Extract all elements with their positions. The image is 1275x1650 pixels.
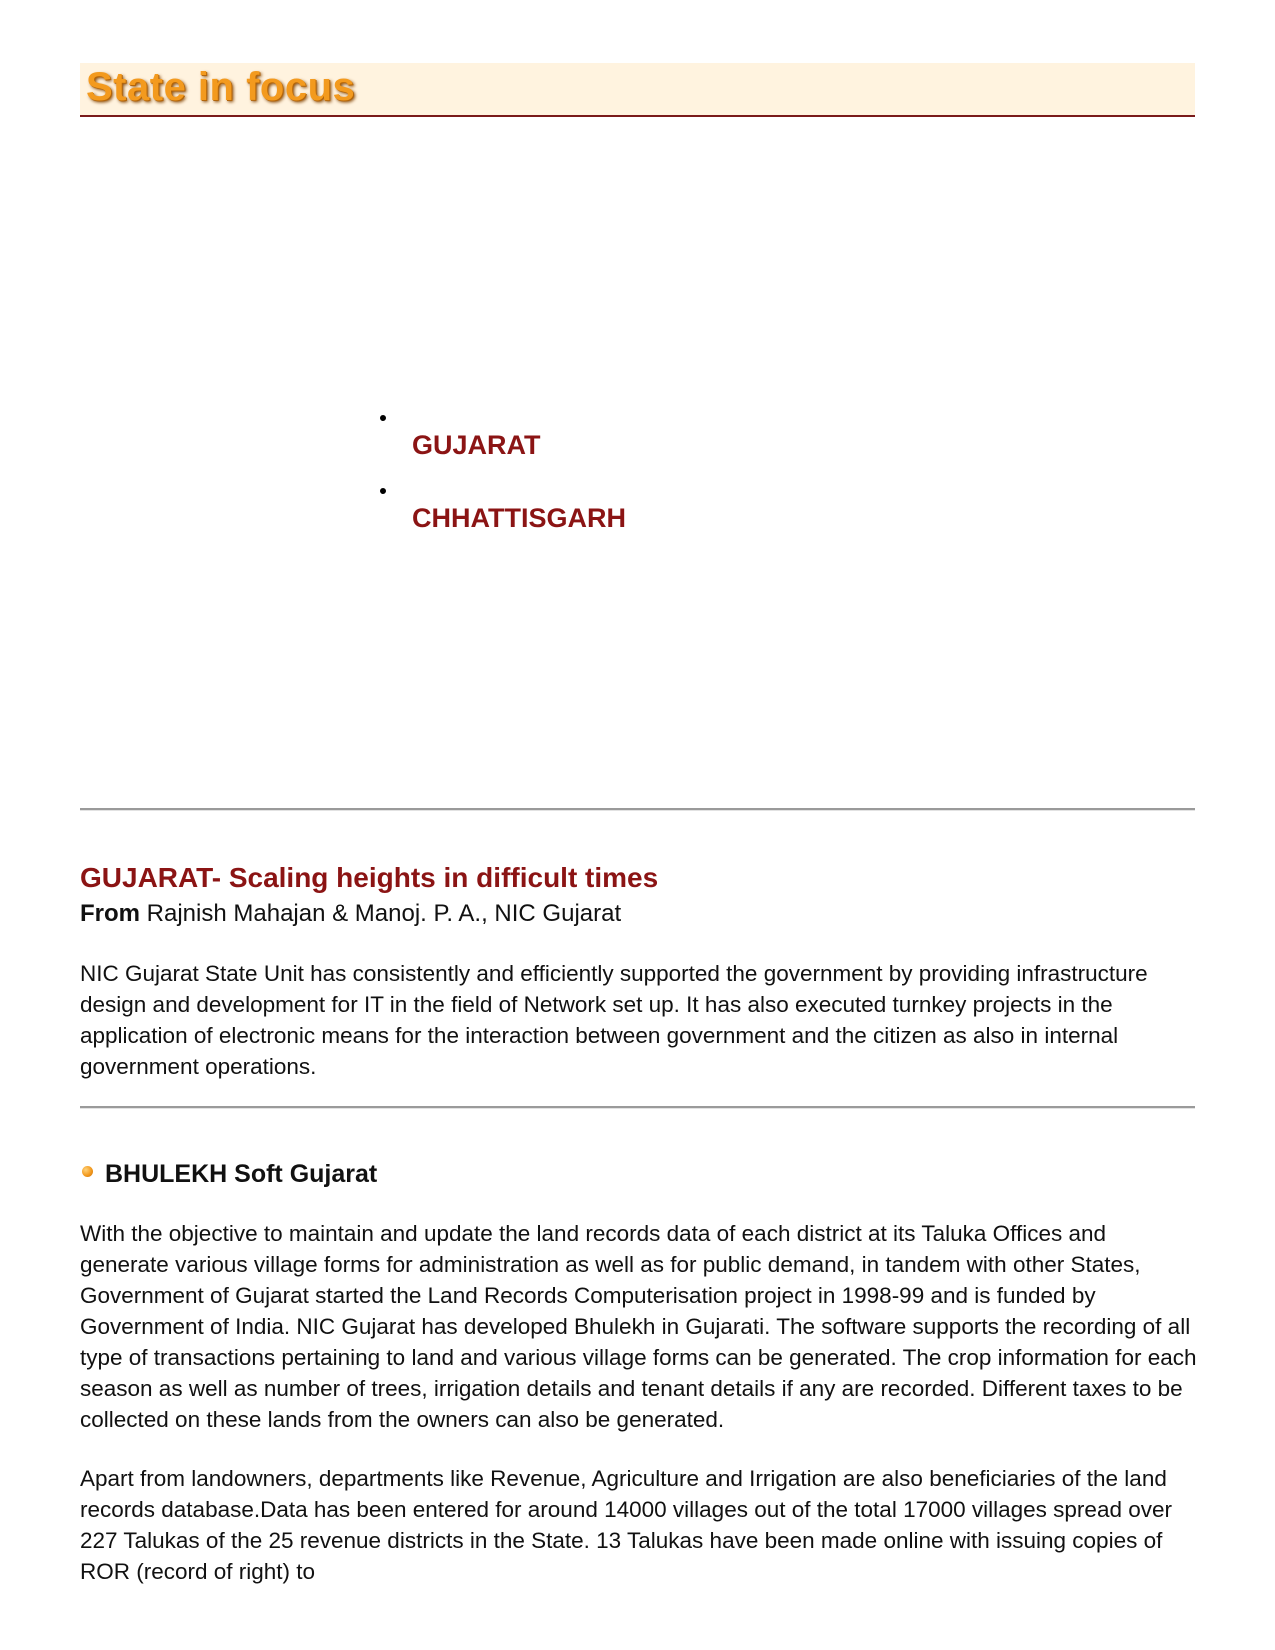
orange-bullet-icon	[82, 1166, 93, 1177]
article-title: GUJARAT- Scaling heights in difficult times	[80, 862, 659, 893]
state-link-gujarat[interactable]: GUJARAT	[412, 430, 541, 460]
divider	[80, 1106, 1195, 1109]
divider	[80, 808, 1195, 811]
byline-authors: Rajnish Mahajan & Manoj. P. A., NIC Gujarat	[146, 900, 622, 927]
section-banner	[80, 63, 1195, 117]
section-heading	[82, 1160, 377, 1189]
body-paragraph: Apart from landowners, departments like Revenue, Agriculture and Irrigation are also beneficiaries of the land records database.Data has been entered for around 14000 villages out of the total 17000 villages spread over 227 Talukas of the 25 revenue districts in the State. 13 Talukas have been made online with issuing copies of ROR (record of right) to	[80, 1466, 1172, 1584]
intro-paragraph: NIC Gujarat State Unit has consistently and efficiently supported the government by providing infrastructure design and development for IT in the field of Network set up. It has also executed turnkey projects in the application of electronic means for the interaction between government and the citizen as also in internal government operations.	[80, 961, 1148, 1079]
byline	[80, 900, 621, 928]
body-paragraph: With the objective to maintain and update the land records data of each district at its Taluka Offices and generate various village forms for administration as well as for public demand, in tandem with other States, Government of Gujarat started the Land Records Computerisation project in 1998-99 and is funded by Government of India. NIC Gujarat has developed Bhulekh in Gujarati. The software supports the recording of all type of transactions pertaining to land and various village forms can be generated. The crop information for each season as well as number of trees, irrigation details and tenant details if any are recorded. Different taxes to be collected on these lands from the owners can also be generated.	[80, 1221, 1197, 1432]
bullet-icon	[380, 488, 386, 494]
banner-title: State in focus	[86, 65, 356, 109]
byline-label: From	[80, 900, 140, 927]
bullet-icon	[380, 415, 386, 421]
section-heading-text: BHULEKH Soft Gujarat	[105, 1160, 378, 1188]
state-link-chhattisgarh[interactable]: CHHATTISGARH	[412, 503, 626, 533]
